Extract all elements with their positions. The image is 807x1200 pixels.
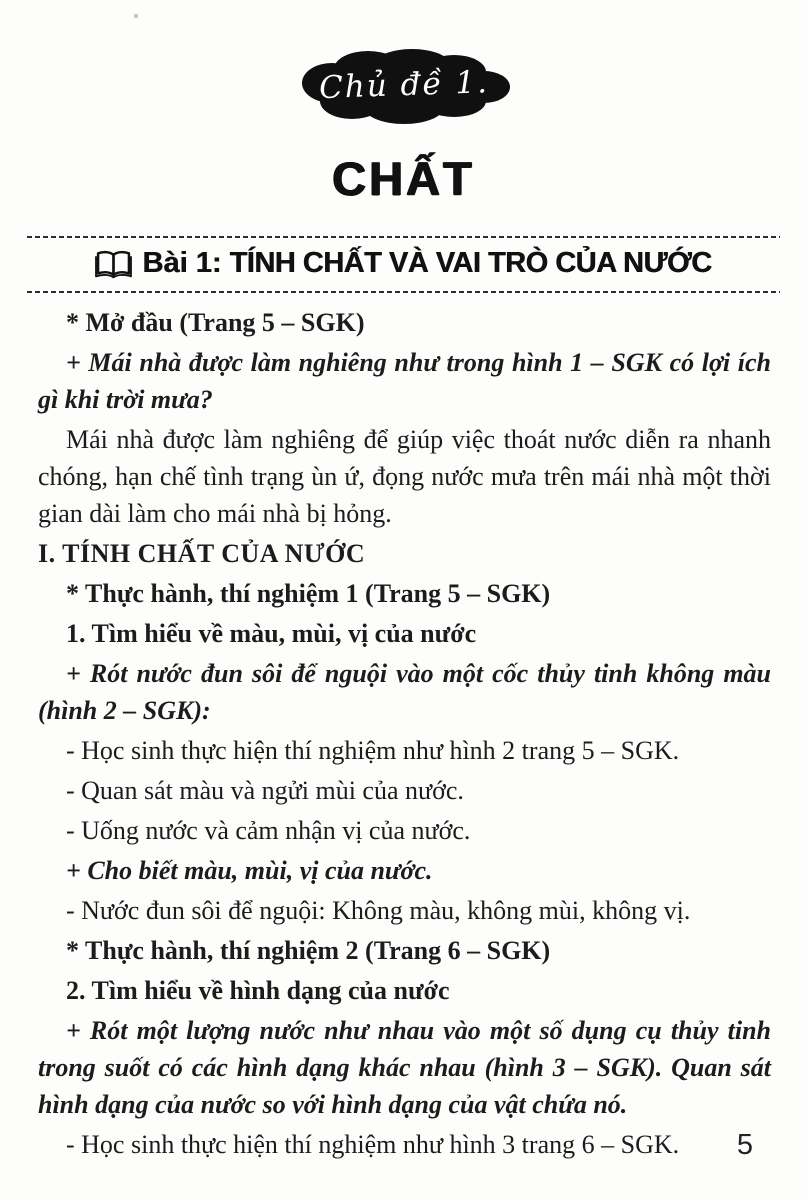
- paragraph-6: 1. Tìm hiểu về màu, mùi, vị của nước: [66, 619, 477, 648]
- lesson-title: TÍNH CHẤT VÀ VAI TRÒ CỦA NƯỚC: [229, 247, 712, 279]
- paragraph-14: 2. Tìm hiểu về hình dạng của nước: [66, 976, 450, 1005]
- page-title: CHẤT: [332, 152, 475, 205]
- lesson-header: [27, 236, 780, 293]
- paragraph-3: Mái nhà được làm nghiêng để giúp việc thoát nước diễn ra nhanh chóng, hạn chế tình trạng ùn ứ, đọng nước mưa trên mái nhà một thời gian dài làm cho mái nhà bị hỏng.: [38, 425, 771, 528]
- scan-speck: [134, 14, 138, 18]
- paragraph-7: + Rót nước đun sôi để nguội vào một cốc thủy tinh không màu (hình 2 – SGK):: [38, 659, 771, 725]
- paragraph-2: + Mái nhà được làm nghiêng như trong hình 1 – SGK có lợi ích gì khi trời mưa?: [38, 348, 771, 414]
- lesson-label: [142, 247, 711, 280]
- paragraph-1: * Mở đầu (Trang 5 – SGK): [66, 308, 365, 337]
- page-number: 5: [736, 1129, 753, 1161]
- paragraph-16: - Học sinh thực hiện thí nghiệm như hình 3 trang 6 – SGK.: [66, 1130, 680, 1159]
- topic-badge: [292, 47, 516, 129]
- paragraph-12: - Nước đun sôi để nguội: Không màu, không mùi, không vị.: [66, 896, 691, 925]
- section-heading-1: I. TÍNH CHẤT CỦA NƯỚC: [38, 539, 366, 568]
- header-rule-bottom: [27, 291, 780, 293]
- open-book-icon: [95, 249, 132, 279]
- lesson-prefix: Bài 1:: [142, 247, 222, 279]
- paragraph-10: - Uống nước và cảm nhận vị của nước.: [66, 816, 471, 845]
- paragraph-11: + Cho biết màu, mùi, vị của nước.: [66, 856, 433, 885]
- topic-badge-label: Chủ đề 1.: [317, 64, 490, 107]
- paragraph-15: + Rót một lượng nước như nhau vào một số dụng cụ thủy tinh trong suốt có các hình dạng khác nhau (hình 3 – SGK). Quan sát hình dạng của nước so với hình dạng của vật chứa nó.: [38, 1016, 771, 1119]
- content: [38, 304, 771, 1163]
- paragraph-13: * Thực hành, thí nghiệm 2 (Trang 6 – SGK): [66, 936, 551, 965]
- paragraph-9: - Quan sát màu và ngửi mùi của nước.: [66, 776, 464, 805]
- paragraph-8: - Học sinh thực hiện thí nghiệm như hình 2 trang 5 – SGK.: [66, 736, 680, 765]
- paragraph-5: * Thực hành, thí nghiệm 1 (Trang 5 – SGK): [66, 579, 551, 608]
- lesson-header-line: [27, 238, 780, 291]
